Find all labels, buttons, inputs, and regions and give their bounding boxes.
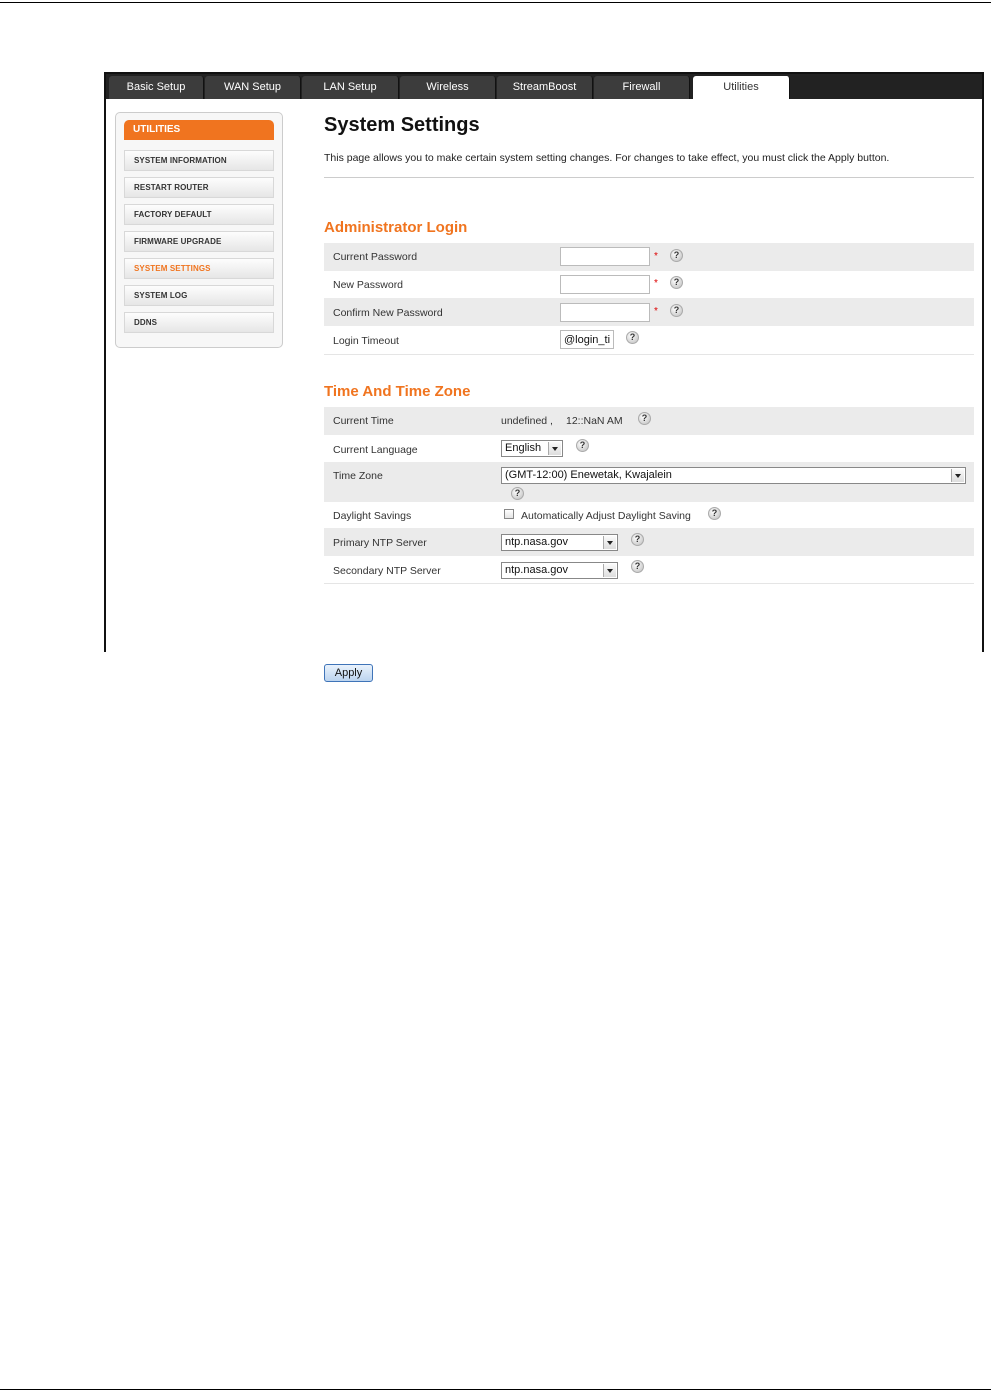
new-password-input[interactable] bbox=[560, 275, 650, 294]
help-icon[interactable]: ? bbox=[638, 412, 651, 425]
main-tab-bar bbox=[106, 74, 982, 99]
sidebar-item-ddns[interactable]: DDNS bbox=[124, 312, 274, 333]
confirm-password-input[interactable] bbox=[560, 303, 650, 322]
primary-ntp-select-value: ntp.nasa.gov bbox=[505, 536, 568, 548]
time-zone-select-value: (GMT-12:00) Enewetak, Kwajalein bbox=[505, 469, 672, 481]
tab-utilities[interactable]: Utilities bbox=[693, 76, 790, 99]
sidebar-item-system-log[interactable]: SYSTEM LOG bbox=[124, 285, 274, 306]
time-zone-heading: Time And Time Zone bbox=[324, 383, 471, 400]
help-icon[interactable]: ? bbox=[670, 276, 683, 289]
sidebar-item-factory-default[interactable]: FACTORY DEFAULT bbox=[124, 204, 274, 225]
current-password-label: Current Password bbox=[333, 251, 418, 263]
chevron-down-icon bbox=[548, 442, 561, 455]
divider bbox=[324, 177, 974, 178]
help-icon[interactable]: ? bbox=[631, 560, 644, 573]
language-select-value: English bbox=[505, 442, 542, 454]
time-zone-row bbox=[324, 462, 974, 502]
daylight-savings-checkbox-label: Automatically Adjust Daylight Saving bbox=[521, 510, 691, 522]
new-password-label: New Password bbox=[333, 279, 404, 291]
apply-button[interactable]: Apply bbox=[324, 664, 373, 682]
new-password-row bbox=[324, 271, 974, 298]
primary-ntp-select[interactable] bbox=[501, 534, 618, 551]
help-icon[interactable]: ? bbox=[631, 533, 644, 546]
confirm-password-row bbox=[324, 298, 974, 326]
required-mark: * bbox=[654, 278, 658, 289]
tab-wireless[interactable]: Wireless bbox=[400, 76, 496, 99]
required-mark: * bbox=[654, 251, 658, 262]
admin-login-heading: Administrator Login bbox=[324, 219, 468, 236]
tab-lan-setup[interactable]: LAN Setup bbox=[302, 76, 399, 99]
secondary-ntp-label: Secondary NTP Server bbox=[333, 565, 441, 577]
secondary-ntp-row bbox=[324, 556, 974, 584]
help-icon[interactable]: ? bbox=[670, 304, 683, 317]
chevron-down-icon bbox=[951, 469, 964, 482]
login-timeout-input[interactable] bbox=[560, 330, 614, 349]
time-zone-select[interactable] bbox=[501, 467, 966, 484]
time-zone-label: Time Zone bbox=[333, 470, 383, 482]
sidebar-heading: UTILITIES bbox=[124, 120, 274, 140]
tab-streamboost[interactable]: StreamBoost bbox=[497, 76, 593, 99]
help-icon[interactable]: ? bbox=[511, 487, 524, 500]
help-icon[interactable]: ? bbox=[670, 249, 683, 262]
page-title: System Settings bbox=[324, 114, 480, 136]
required-mark: * bbox=[654, 306, 658, 317]
current-language-label: Current Language bbox=[333, 444, 418, 456]
utilities-sidebar bbox=[115, 112, 283, 348]
router-admin-window bbox=[104, 72, 984, 679]
current-time-date: undefined , bbox=[501, 415, 553, 427]
login-timeout-label: Login Timeout bbox=[333, 335, 399, 347]
page-top-rule bbox=[0, 2, 991, 3]
sidebar-item-system-information[interactable]: SYSTEM INFORMATION bbox=[124, 150, 274, 171]
sidebar-item-firmware-upgrade[interactable]: FIRMWARE UPGRADE bbox=[124, 231, 274, 252]
confirm-password-label: Confirm New Password bbox=[333, 307, 443, 319]
secondary-ntp-select-value: ntp.nasa.gov bbox=[505, 564, 568, 576]
daylight-savings-checkbox[interactable] bbox=[504, 509, 514, 519]
login-timeout-row bbox=[324, 326, 974, 355]
primary-ntp-row bbox=[324, 528, 974, 556]
chevron-down-icon bbox=[603, 536, 616, 549]
help-icon[interactable]: ? bbox=[708, 507, 721, 520]
daylight-savings-label: Daylight Savings bbox=[333, 510, 412, 522]
current-language-row bbox=[324, 435, 974, 462]
tab-firewall[interactable]: Firewall bbox=[594, 76, 690, 99]
help-icon[interactable]: ? bbox=[576, 439, 589, 452]
tab-wan-setup[interactable]: WAN Setup bbox=[205, 76, 301, 99]
chevron-down-icon bbox=[603, 564, 616, 577]
page-description: This page allows you to make certain system setting changes. For changes to take effect, you must click the Apply button. bbox=[324, 152, 890, 164]
current-time-clock: 12::NaN AM bbox=[566, 415, 623, 427]
current-password-row bbox=[324, 243, 974, 271]
tab-basic-setup[interactable]: Basic Setup bbox=[109, 76, 204, 99]
current-password-input[interactable] bbox=[560, 247, 650, 266]
daylight-savings-row bbox=[324, 502, 974, 528]
language-select[interactable] bbox=[501, 440, 563, 457]
current-time-label: Current Time bbox=[333, 415, 394, 427]
sidebar-item-restart-router[interactable]: RESTART ROUTER bbox=[124, 177, 274, 198]
sidebar-item-system-settings[interactable]: SYSTEM SETTINGS bbox=[124, 258, 274, 279]
secondary-ntp-select[interactable] bbox=[501, 562, 618, 579]
help-icon[interactable]: ? bbox=[626, 331, 639, 344]
current-time-row bbox=[324, 407, 974, 435]
page-bottom-rule bbox=[0, 1389, 991, 1390]
primary-ntp-label: Primary NTP Server bbox=[333, 537, 427, 549]
